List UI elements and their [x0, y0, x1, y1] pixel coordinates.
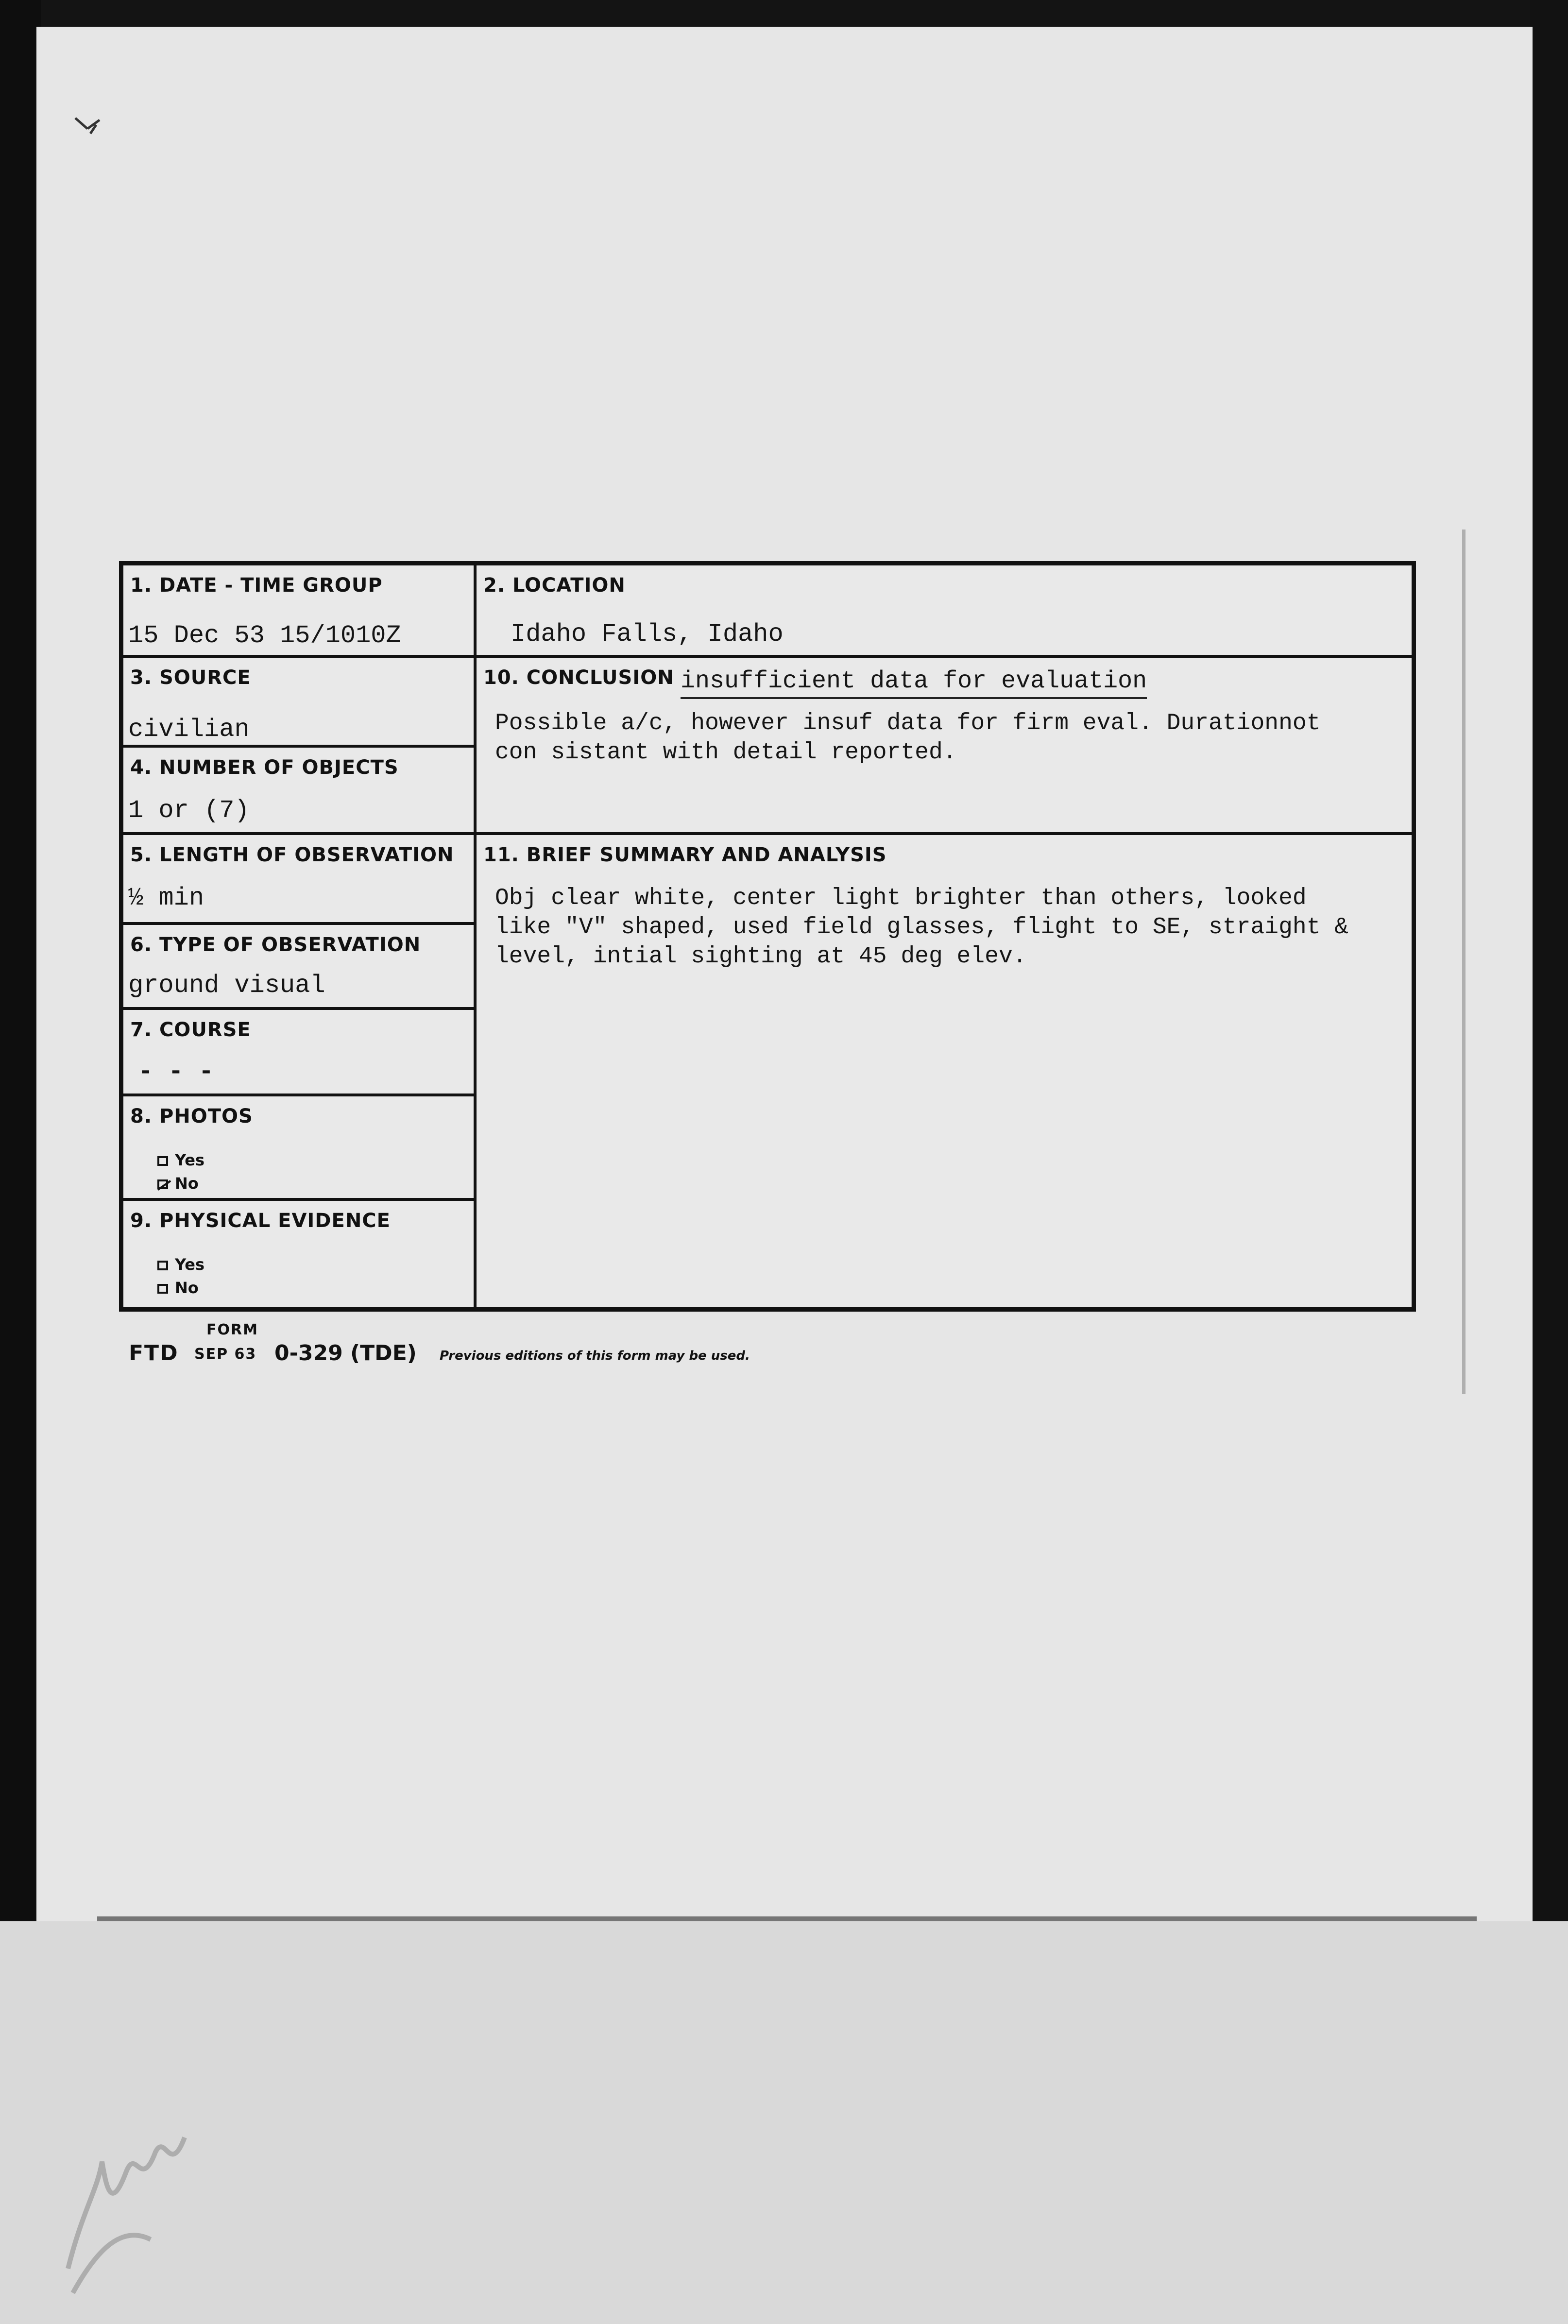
brief-summary-text: Obj clear white, center light brighter than others, looked like "V" shaped, used field glasses, flight to SE, straight & level, intial sighting at 45 deg elev.: [495, 885, 1349, 970]
brief-summary-label: 11. BRIEF SUMMARY AND ANALYSIS: [483, 844, 887, 866]
source-value: civilian: [128, 715, 250, 744]
cell-course: [123, 1010, 477, 1096]
photos-no-label: No: [175, 1174, 199, 1193]
cell-source: [123, 658, 477, 748]
location-value: Idaho Falls, Idaho: [511, 620, 784, 649]
footer-ftd: FTD: [129, 1341, 179, 1366]
conclusion-text: Possible a/c, however insuf data for firm eval. Durationnot con sistant with detail reported.: [495, 710, 1321, 766]
checkbox-icon: [157, 1261, 168, 1270]
course-value: - - -: [138, 1058, 214, 1086]
scan-left-edge: [0, 0, 41, 1924]
physical-evidence-no-label: No: [175, 1279, 199, 1297]
cell-physical-evidence: [123, 1201, 477, 1308]
type-of-observation-label: 6. TYPE OF OBSERVATION: [130, 934, 421, 956]
footer-form-word: FORM: [206, 1321, 258, 1338]
cell-photos: [123, 1096, 477, 1201]
photos-label: 8. PHOTOS: [130, 1105, 253, 1128]
cell-conclusion: [477, 658, 1412, 835]
physical-evidence-no-option[interactable]: [157, 1279, 199, 1297]
cell-date-time-group: [123, 565, 477, 658]
report-form: [119, 561, 1416, 1312]
physical-evidence-label: 9. PHYSICAL EVIDENCE: [130, 1210, 391, 1232]
location-label: 2. LOCATION: [483, 574, 626, 597]
margin-rule: [1462, 530, 1466, 1394]
footer-sep-date: SEP 63: [194, 1346, 257, 1363]
source-label: 3. SOURCE: [130, 666, 251, 689]
conclusion-title: insufficient data for evaluation: [681, 667, 1147, 699]
course-label: 7. COURSE: [130, 1019, 251, 1041]
cell-number-of-objects: [123, 748, 477, 835]
form-footer: [129, 1321, 1100, 1380]
conclusion-label: 10. CONCLUSION: [483, 666, 674, 689]
date-time-group-label: 1. DATE - TIME GROUP: [130, 574, 383, 597]
cell-brief-summary: [477, 835, 1412, 1308]
physical-evidence-yes-option[interactable]: [157, 1255, 205, 1274]
footer-form-number: 0-329 (TDE): [274, 1341, 417, 1366]
checkbox-icon: [157, 1156, 168, 1166]
number-of-objects-label: 4. NUMBER OF OBJECTS: [130, 756, 399, 779]
footer-notice: Previous editions of this form may be used.: [440, 1349, 750, 1363]
scan-right-edge: [1530, 0, 1568, 1924]
cell-type-of-observation: [123, 925, 477, 1010]
scan-bottom-band: [0, 1921, 1568, 2324]
type-of-observation-value: ground visual: [128, 971, 325, 1000]
length-of-observation-label: 5. LENGTH OF OBSERVATION: [130, 844, 454, 866]
length-of-observation-value: ½ min: [128, 884, 205, 912]
physical-evidence-yes-label: Yes: [175, 1255, 205, 1274]
checkbox-icon: [157, 1284, 168, 1294]
number-of-objects-value: 1 or (7): [128, 796, 250, 825]
corner-mark-icon: [73, 114, 107, 138]
cell-length-of-observation: [123, 835, 477, 925]
cell-location: [477, 565, 1412, 658]
date-time-group-value: 15 Dec 53 15/1010Z: [128, 621, 401, 650]
checked-box-icon: [157, 1179, 168, 1189]
photos-yes-label: Yes: [175, 1151, 205, 1169]
photos-yes-option[interactable]: [157, 1151, 205, 1169]
pen-scribble-icon: [53, 2065, 219, 2307]
photos-no-option[interactable]: [157, 1174, 199, 1193]
